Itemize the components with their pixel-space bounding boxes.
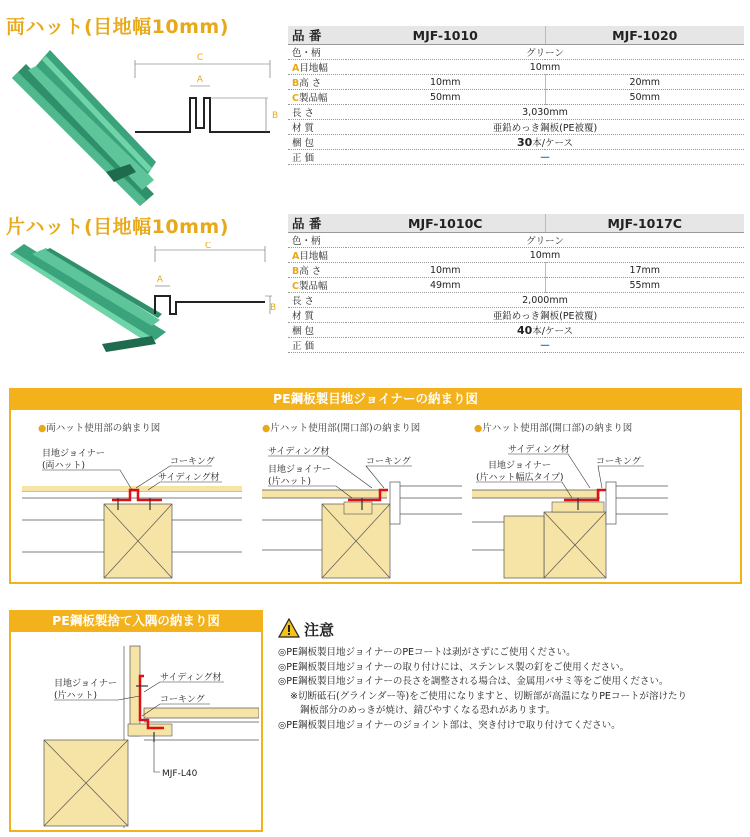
section1-title: 両ハット(目地幅10mm)	[6, 16, 229, 38]
label-joiner: 目地ジョイナー	[54, 679, 117, 689]
row-value: 10mm	[346, 248, 744, 263]
row-value: 10mm	[346, 75, 545, 90]
double-hat-joint-diagram	[22, 442, 242, 580]
row-value: 40本/ケース	[346, 323, 744, 338]
row-label: 材 質	[288, 308, 346, 323]
note-item: ◎PE鋼板製目地ジョイナーのPEコートは剥がさずにご使用ください。	[278, 647, 576, 658]
note-item: 鋼板部分のめっきが焼け、錆びやすくなる恐れがあります。	[300, 705, 556, 716]
row-label: 正 価	[288, 150, 346, 165]
note-item: ◎PE鋼板製目地ジョイナーの長さを調整される場合は、金属用バサミ等をご使用ください。	[278, 676, 669, 687]
row-value: グリーン	[346, 45, 744, 60]
model-name: MJF-1010	[346, 26, 545, 45]
single-hat-product-image	[6, 240, 166, 360]
label-joiner-type: (両ハット)	[42, 461, 86, 471]
label-siding: サイディング材	[158, 473, 220, 483]
label-caulking: コーキング	[366, 457, 411, 467]
table-header-label: 品 番	[288, 214, 346, 233]
row-value: 2,000mm	[346, 293, 744, 308]
label-model: MJF-L40	[162, 769, 198, 779]
corner-diagram-title: PE鋼板製捨て入隅の納まり図	[9, 610, 263, 632]
label-caulking: コーキング	[160, 695, 205, 705]
row-value: 17mm	[545, 263, 744, 278]
label-caulking: コーキング	[170, 457, 215, 467]
row-label: C製品幅	[288, 90, 346, 105]
sub3-title: ●片ハット使用部(開口部)の納まり図	[474, 423, 633, 434]
wide-single-hat-joint-diagram	[472, 442, 668, 580]
row-label: A目地幅	[288, 248, 346, 263]
row-label: 長 さ	[288, 105, 346, 120]
row-value: 55mm	[545, 278, 744, 293]
sub1-title: ●両ハット使用部の納まり図	[38, 423, 161, 434]
label-joiner-type: (片ハット)	[268, 477, 312, 487]
row-value: —	[346, 338, 744, 353]
table-header-label: 品 番	[288, 26, 346, 45]
row-value: —	[346, 150, 744, 165]
row-value: 亜鉛めっき鋼板(PE被覆)	[346, 120, 744, 135]
note-item: ◎PE鋼板製目地ジョイナーの取り付けには、ステンレス製の釘をご使用ください。	[278, 661, 630, 673]
dim-b-label: B	[272, 111, 279, 121]
note-item: ※切断砥石(グラインダー等)をご使用になりますと、切断部が高温になりPEコートが溶けたり	[290, 690, 687, 702]
row-value: 亜鉛めっき鋼板(PE被覆)	[346, 308, 744, 323]
row-label: B高 さ	[288, 263, 346, 278]
row-value: 30本/ケース	[346, 135, 744, 150]
dim-c-label: C	[196, 53, 204, 63]
row-value: 50mm	[545, 90, 744, 105]
row-value: 10mm	[346, 60, 744, 75]
label-joiner-type: (片ハット幅広タイプ)	[476, 473, 564, 483]
dim-a-label: A	[196, 75, 204, 85]
label-siding: サイディング材	[160, 673, 222, 683]
label-joiner: 目地ジョイナー	[488, 461, 551, 471]
row-value: 50mm	[346, 90, 545, 105]
joint-diagram-title: PE鋼板製目地ジョイナーの納まり図	[9, 388, 742, 410]
row-label: 長 さ	[288, 293, 346, 308]
sub2-title: ●片ハット使用部(開口部)の納まり図	[262, 423, 421, 434]
dim-a-label: A	[156, 275, 164, 285]
label-siding: サイディング材	[508, 445, 570, 455]
inside-corner-diagram	[14, 636, 259, 828]
label-siding: サイディング材	[268, 447, 330, 457]
section1-spec-table	[288, 26, 744, 165]
row-label: 材 質	[288, 120, 346, 135]
notes-title: 注意	[304, 621, 335, 639]
section2-title: 片ハット(目地幅10mm)	[6, 216, 229, 238]
section2-spec-table	[288, 214, 744, 353]
row-value: 49mm	[346, 278, 545, 293]
label-caulking: コーキング	[596, 457, 641, 467]
dim-b-label: B	[270, 303, 277, 313]
row-label: 色・柄	[288, 45, 346, 60]
row-label: 色・柄	[288, 233, 346, 248]
single-hat-dimension-diagram	[150, 242, 280, 322]
label-joiner-type: (片ハット)	[54, 691, 98, 701]
dim-c-label: C	[204, 242, 212, 251]
double-hat-dimension-diagram	[130, 48, 280, 148]
warning-icon	[278, 618, 300, 638]
model-name: MJF-1010C	[346, 214, 545, 233]
row-label: A目地幅	[288, 60, 346, 75]
single-hat-joint-diagram	[262, 442, 462, 580]
row-value: グリーン	[346, 233, 744, 248]
row-label: 正 価	[288, 338, 346, 353]
label-joiner: 目地ジョイナー	[42, 449, 105, 459]
row-value: 3,030mm	[346, 105, 744, 120]
row-label: B高 さ	[288, 75, 346, 90]
label-joiner: 目地ジョイナー	[268, 465, 331, 475]
notes-list	[278, 646, 748, 733]
row-value: 10mm	[346, 263, 545, 278]
row-label: 梱 包	[288, 135, 346, 150]
row-label: 梱 包	[288, 323, 346, 338]
row-value: 20mm	[545, 75, 744, 90]
model-name: MJF-1020	[545, 26, 744, 45]
note-item: ◎PE鋼板製目地ジョイナーのジョイント部は、突き付けで取り付けてください。	[278, 719, 621, 731]
model-name: MJF-1017C	[545, 214, 744, 233]
row-label: C製品幅	[288, 278, 346, 293]
